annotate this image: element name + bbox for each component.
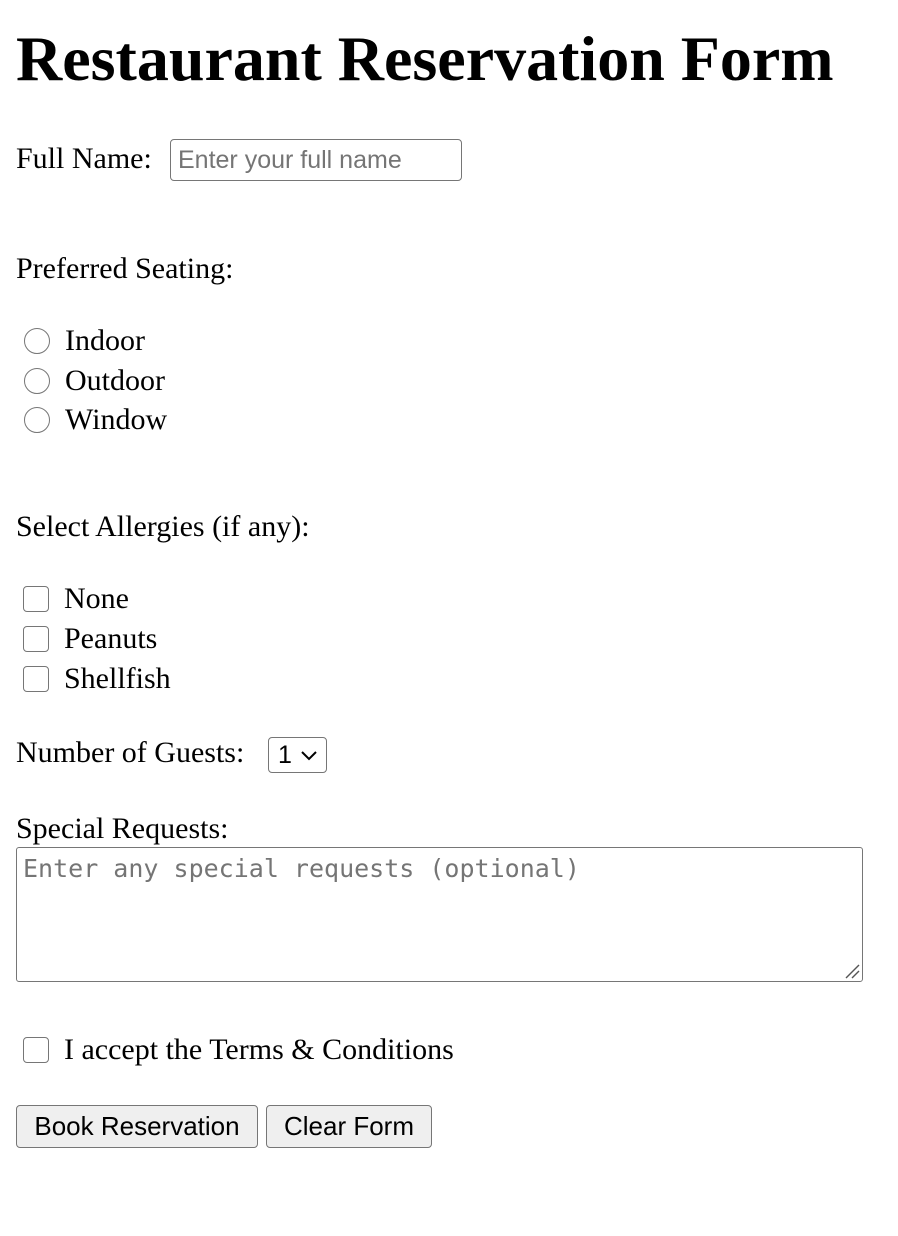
allergy-option-shellfish[interactable] — [23, 661, 171, 697]
book-reservation-button[interactable]: Book Reservation — [16, 1105, 258, 1148]
special-requests-textarea[interactable] — [16, 847, 863, 982]
terms-label[interactable]: I accept the Terms & Conditions — [64, 1033, 454, 1066]
special-requests-label: Special Requests: — [16, 812, 229, 845]
clear-form-button[interactable]: Clear Form — [266, 1105, 432, 1148]
resize-grip-icon[interactable] — [843, 962, 860, 979]
allergy-option-none[interactable] — [23, 581, 129, 617]
shellfish-label[interactable]: Shellfish — [64, 662, 171, 695]
seating-option-indoor[interactable] — [24, 323, 145, 359]
seating-option-outdoor[interactable] — [24, 363, 165, 399]
allergy-option-peanuts[interactable] — [23, 621, 157, 657]
terms-option[interactable] — [23, 1032, 454, 1068]
peanuts-checkbox[interactable] — [23, 626, 49, 652]
peanuts-label[interactable]: Peanuts — [64, 622, 158, 655]
guests-label: Number of Guests: — [16, 736, 245, 769]
shellfish-checkbox[interactable] — [23, 666, 49, 692]
indoor-label[interactable]: Indoor — [65, 324, 145, 357]
guests-selected-value: 1 — [278, 740, 292, 769]
guests-select[interactable] — [268, 737, 327, 773]
full-name-input[interactable] — [170, 139, 462, 181]
outdoor-label[interactable]: Outdoor — [65, 364, 165, 397]
none-checkbox[interactable] — [23, 586, 49, 612]
indoor-radio[interactable] — [24, 328, 50, 354]
window-label[interactable]: Window — [65, 403, 168, 436]
seating-option-window[interactable] — [24, 402, 167, 438]
preferred-seating-label: Preferred Seating: — [16, 252, 234, 285]
none-label[interactable]: None — [64, 582, 129, 615]
allergies-label: Select Allergies (if any): — [16, 510, 310, 543]
full-name-label: Full Name: — [16, 142, 152, 175]
terms-checkbox[interactable] — [23, 1037, 49, 1063]
window-radio[interactable] — [24, 407, 50, 433]
page-title: Restaurant Reservation Form — [16, 23, 834, 94]
outdoor-radio[interactable] — [24, 368, 50, 394]
chevron-down-icon — [300, 748, 318, 762]
